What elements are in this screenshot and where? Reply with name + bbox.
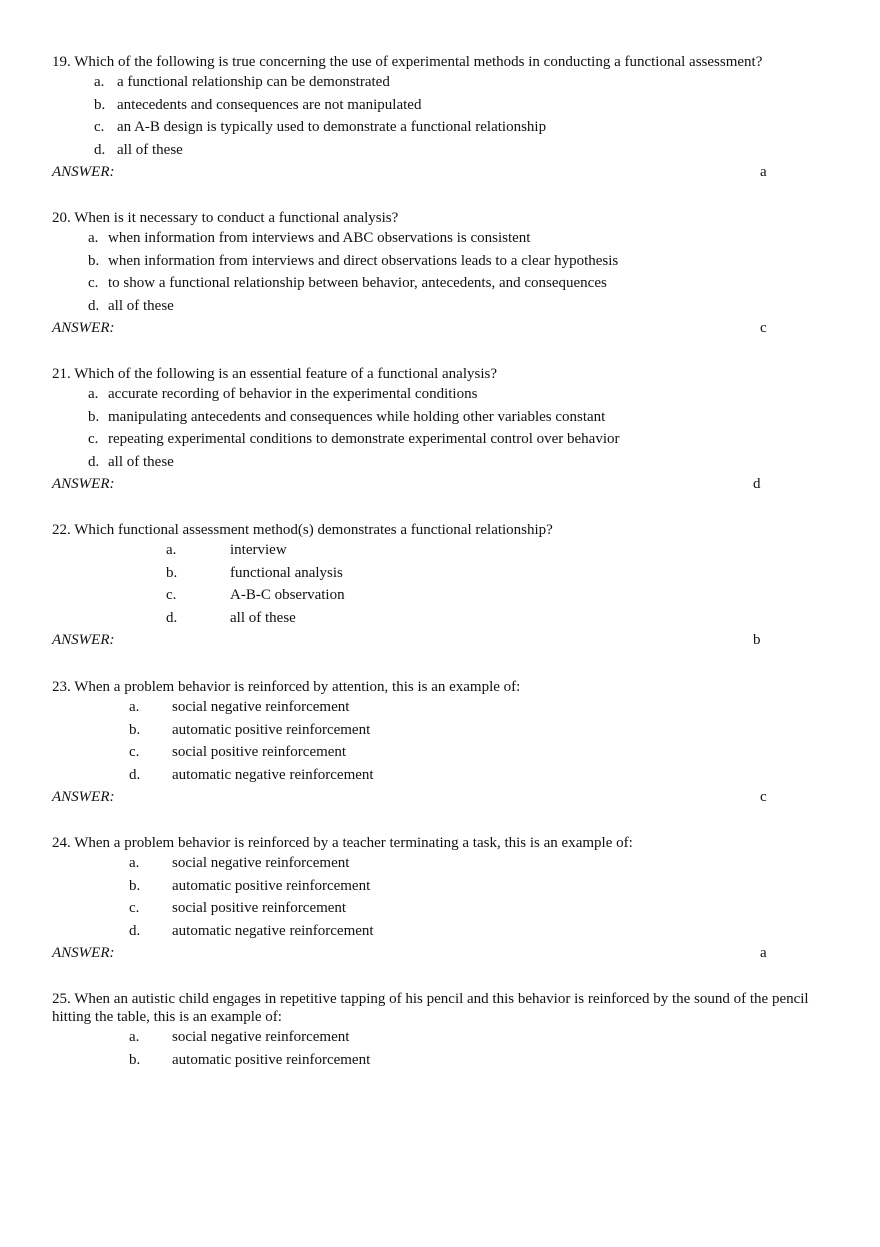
answer-value: b bbox=[753, 632, 761, 648]
option-text: automatic positive reinforcement bbox=[172, 721, 371, 738]
option-c bbox=[52, 741, 822, 764]
answer-line bbox=[52, 629, 822, 651]
option-text: all of these bbox=[117, 141, 183, 158]
option-text: A-B-C observation bbox=[230, 587, 345, 603]
option-a bbox=[52, 539, 822, 562]
option-b bbox=[52, 875, 822, 898]
option-text: automatic positive reinforcement bbox=[172, 877, 371, 894]
option-letter: b. bbox=[88, 252, 100, 269]
option-letter: b. bbox=[88, 408, 100, 425]
answer-line bbox=[52, 161, 822, 183]
answer-value: c bbox=[760, 320, 767, 336]
option-letter: a. bbox=[129, 855, 140, 871]
question-stem: 21. Which of the following is an essential feature of a functional analysis? bbox=[52, 366, 498, 382]
option-text: antecedents and consequences are not manipulated bbox=[117, 96, 422, 113]
answer-value: d bbox=[753, 476, 761, 492]
option-letter: c. bbox=[88, 275, 99, 291]
option-b bbox=[52, 94, 822, 117]
option-text: automatic negative reinforcement bbox=[172, 922, 374, 939]
option-letter: a. bbox=[88, 230, 99, 246]
option-text: automatic negative reinforcement bbox=[172, 766, 374, 783]
option-text: interview bbox=[230, 542, 287, 558]
answer-line bbox=[52, 473, 822, 495]
option-b bbox=[52, 719, 822, 742]
answer-label: ANSWER: bbox=[52, 632, 115, 648]
question-19 bbox=[52, 53, 822, 183]
option-text: functional analysis bbox=[230, 564, 343, 581]
option-letter: b. bbox=[129, 1051, 141, 1068]
option-text: social negative reinforcement bbox=[172, 855, 350, 871]
option-letter: a. bbox=[94, 74, 105, 90]
question-24 bbox=[52, 834, 822, 964]
option-letter: c. bbox=[129, 900, 140, 916]
question-25 bbox=[52, 990, 822, 1071]
option-c bbox=[52, 116, 822, 139]
option-a bbox=[52, 852, 822, 875]
option-c bbox=[52, 428, 822, 451]
option-text: all of these bbox=[230, 609, 296, 626]
option-text: accurate recording of behavior in the experimental conditions bbox=[108, 386, 478, 402]
answer-line bbox=[52, 317, 822, 339]
question-stem: 23. When a problem behavior is reinforced by attention, this is an example of: bbox=[52, 679, 521, 695]
option-c bbox=[52, 897, 822, 920]
question-20 bbox=[52, 209, 822, 339]
option-letter: c. bbox=[88, 431, 99, 447]
option-a bbox=[52, 1026, 822, 1049]
option-text: to show a functional relationship between behavior, antecedents, and consequences bbox=[108, 275, 607, 291]
option-b bbox=[52, 1049, 822, 1072]
option-d bbox=[52, 920, 822, 943]
answer-label: ANSWER: bbox=[52, 320, 115, 336]
option-text: when information from interviews and ABC observations is consistent bbox=[108, 230, 531, 246]
option-letter: a. bbox=[129, 699, 140, 715]
option-a bbox=[52, 696, 822, 719]
option-letter: a. bbox=[166, 542, 177, 558]
option-text: a functional relationship can be demonstrated bbox=[117, 74, 390, 90]
option-b bbox=[52, 406, 822, 429]
option-b bbox=[52, 250, 822, 273]
option-d bbox=[52, 607, 822, 630]
option-d bbox=[52, 451, 822, 474]
option-letter: c. bbox=[166, 587, 177, 603]
option-letter: d. bbox=[88, 297, 100, 314]
answer-label: ANSWER: bbox=[52, 789, 115, 805]
option-letter: d. bbox=[94, 141, 106, 158]
question-22 bbox=[52, 521, 822, 651]
option-letter: c. bbox=[129, 744, 140, 760]
option-letter: b. bbox=[129, 877, 141, 894]
question-21 bbox=[52, 365, 822, 495]
option-a bbox=[52, 383, 822, 406]
option-letter: b. bbox=[94, 96, 106, 113]
option-letter: c. bbox=[94, 119, 105, 135]
option-text: manipulating antecedents and consequences while holding other variables constant bbox=[108, 408, 606, 425]
option-c bbox=[52, 272, 822, 295]
option-a bbox=[52, 71, 822, 94]
answer-line bbox=[52, 786, 822, 808]
option-letter: d. bbox=[166, 609, 178, 626]
answer-label: ANSWER: bbox=[52, 945, 115, 961]
option-text: all of these bbox=[108, 453, 174, 470]
answer-value: a bbox=[760, 164, 767, 180]
answer-value: a bbox=[760, 945, 767, 961]
option-d bbox=[52, 764, 822, 787]
option-text: social positive reinforcement bbox=[172, 900, 347, 916]
option-text: social positive reinforcement bbox=[172, 744, 347, 760]
answer-label: ANSWER: bbox=[52, 476, 115, 492]
question-stem: 19. Which of the following is true concerning the use of experimental methods in conducting a functional assessment? bbox=[52, 54, 763, 70]
option-letter: d. bbox=[88, 453, 100, 470]
option-letter: b. bbox=[166, 564, 178, 581]
option-letter: d. bbox=[129, 922, 141, 939]
option-text: all of these bbox=[108, 297, 174, 314]
answer-value: c bbox=[760, 789, 767, 805]
option-c bbox=[52, 584, 822, 607]
option-text: when information from interviews and direct observations leads to a clear hypothesis bbox=[108, 252, 619, 269]
option-letter: b. bbox=[129, 721, 141, 738]
option-text: social negative reinforcement bbox=[172, 1029, 350, 1045]
option-letter: a. bbox=[129, 1029, 140, 1045]
option-b bbox=[52, 562, 822, 585]
option-text: automatic positive reinforcement bbox=[172, 1051, 371, 1068]
option-d bbox=[52, 295, 822, 318]
question-23 bbox=[52, 678, 822, 808]
option-text: an A-B design is typically used to demonstrate a functional relationship bbox=[117, 119, 547, 135]
option-letter: d. bbox=[129, 766, 141, 783]
option-a bbox=[52, 227, 822, 250]
option-letter: a. bbox=[88, 386, 99, 402]
question-stem: 20. When is it necessary to conduct a functional analysis? bbox=[52, 210, 399, 226]
answer-label: ANSWER: bbox=[52, 164, 115, 180]
question-stem: 24. When a problem behavior is reinforced by a teacher terminating a task, this is an example of: bbox=[52, 835, 633, 851]
option-d bbox=[52, 139, 822, 162]
option-text: social negative reinforcement bbox=[172, 699, 350, 715]
option-text: repeating experimental conditions to demonstrate experimental control over behavior bbox=[108, 431, 620, 447]
question-stem: 25. When an autistic child engages in repetitive tapping of his pencil and this behavior is reinforced by the sound of the pencil hitting the table, this is an example of: bbox=[52, 991, 809, 1025]
answer-line bbox=[52, 942, 822, 964]
question-stem: 22. Which functional assessment method(s) demonstrates a functional relationship? bbox=[52, 522, 553, 538]
